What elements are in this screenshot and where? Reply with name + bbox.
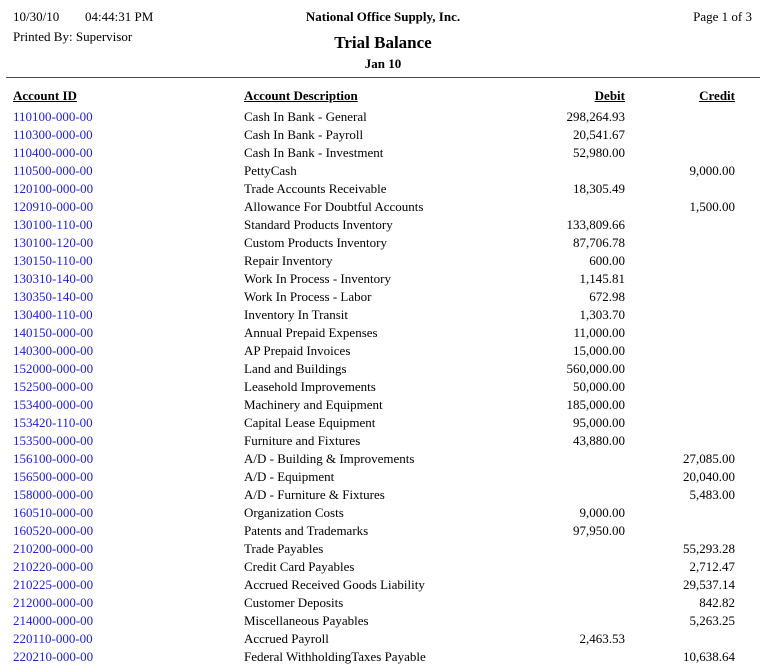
table-row bbox=[13, 486, 735, 504]
table-row bbox=[13, 288, 735, 306]
account-id-cell bbox=[13, 486, 244, 504]
credit-amount-cell bbox=[625, 360, 735, 378]
account-id-cell bbox=[13, 504, 244, 522]
table-row bbox=[13, 198, 735, 216]
debit-amount-cell: 133,809.66 bbox=[566, 217, 625, 232]
account-description-cell: Patents and Trademarks bbox=[244, 523, 369, 538]
table-row bbox=[13, 432, 735, 450]
credit-amount-cell bbox=[625, 522, 735, 540]
report-title: Trial Balance bbox=[334, 33, 432, 52]
debit-amount-cell: 52,980.00 bbox=[573, 145, 625, 160]
account-id-cell bbox=[13, 612, 244, 630]
credit-amount-cell bbox=[625, 324, 735, 342]
credit-amount-cell: 5,483.00 bbox=[689, 487, 735, 502]
credit-amount-cell bbox=[625, 234, 735, 252]
account-id-link[interactable]: 130310-140-00 bbox=[13, 271, 94, 286]
debit-amount-cell bbox=[444, 648, 625, 666]
account-id-link[interactable]: 153500-000-00 bbox=[13, 433, 94, 448]
account-id-cell bbox=[13, 234, 244, 252]
account-description-cell: Furniture and Fixtures bbox=[244, 433, 361, 448]
account-id-link[interactable]: 210225-000-00 bbox=[13, 577, 94, 592]
debit-amount-cell: 97,950.00 bbox=[573, 523, 625, 538]
account-id-cell bbox=[13, 450, 244, 468]
credit-amount-cell: 2,712.47 bbox=[689, 559, 735, 574]
table-row bbox=[13, 522, 735, 540]
credit-amount-cell bbox=[625, 504, 735, 522]
printed-by-label: Printed By: Supervisor bbox=[13, 29, 133, 44]
account-id-link[interactable]: 110100-000-00 bbox=[13, 109, 93, 124]
debit-amount-cell: 95,000.00 bbox=[573, 415, 625, 430]
table-row bbox=[13, 468, 735, 486]
report-time: 04:44:31 PM bbox=[85, 9, 154, 24]
debit-amount-cell: 298,264.93 bbox=[566, 109, 625, 124]
account-id-link[interactable]: 110500-000-00 bbox=[13, 163, 93, 178]
debit-amount-cell: 20,541.67 bbox=[573, 127, 625, 142]
credit-amount-cell: 20,040.00 bbox=[683, 469, 735, 484]
account-description-cell: Allowance For Doubtful Accounts bbox=[244, 199, 424, 214]
credit-amount-cell bbox=[625, 396, 735, 414]
account-id-cell bbox=[13, 252, 244, 270]
account-id-cell bbox=[13, 540, 244, 558]
account-id-cell bbox=[13, 396, 244, 414]
column-header-account-id: Account ID bbox=[13, 88, 77, 103]
table-row bbox=[13, 180, 735, 198]
debit-amount-cell: 1,303.70 bbox=[579, 307, 625, 322]
account-description-cell: Trade Accounts Receivable bbox=[244, 181, 387, 196]
account-id-link[interactable]: 153400-000-00 bbox=[13, 397, 94, 412]
table-row bbox=[13, 252, 735, 270]
account-id-cell bbox=[13, 432, 244, 450]
table-row bbox=[13, 162, 735, 180]
account-description-cell: Trade Payables bbox=[244, 541, 324, 556]
account-id-link[interactable]: 160520-000-00 bbox=[13, 523, 94, 538]
table-row bbox=[13, 396, 735, 414]
credit-amount-cell bbox=[625, 180, 735, 198]
column-header-debit: Debit bbox=[594, 88, 625, 103]
column-header-credit: Credit bbox=[699, 88, 735, 103]
table-row bbox=[13, 540, 735, 558]
account-id-link[interactable]: 110300-000-00 bbox=[13, 127, 93, 142]
account-id-cell bbox=[13, 558, 244, 576]
account-id-cell bbox=[13, 126, 244, 144]
debit-amount-cell: 11,000.00 bbox=[573, 325, 625, 340]
debit-amount-cell: 672.98 bbox=[589, 289, 625, 304]
table-row bbox=[13, 126, 735, 144]
account-id-link[interactable]: 140300-000-00 bbox=[13, 343, 94, 358]
account-id-link[interactable]: 130150-110-00 bbox=[13, 253, 93, 268]
account-id-link[interactable]: 120910-000-00 bbox=[13, 199, 94, 214]
credit-amount-cell bbox=[625, 216, 735, 234]
credit-amount-cell bbox=[625, 252, 735, 270]
table-row bbox=[13, 504, 735, 522]
account-id-link[interactable]: 130350-140-00 bbox=[13, 289, 94, 304]
debit-amount-cell: 18,305.49 bbox=[573, 181, 625, 196]
account-description-cell: AP Prepaid Invoices bbox=[244, 343, 351, 358]
debit-amount-cell bbox=[444, 162, 625, 180]
credit-amount-cell: 55,293.28 bbox=[683, 541, 735, 556]
account-id-link[interactable]: 156100-000-00 bbox=[13, 451, 94, 466]
table-row bbox=[13, 594, 735, 612]
account-description-cell: Accrued Received Goods Liability bbox=[244, 577, 425, 592]
debit-amount-cell bbox=[444, 540, 625, 558]
debit-amount-cell bbox=[444, 450, 625, 468]
table-row bbox=[13, 108, 735, 126]
report-period: Jan 10 bbox=[364, 56, 402, 71]
account-description-cell: Credit Card Payables bbox=[244, 559, 355, 574]
account-description-cell: Cash In Bank - General bbox=[244, 109, 367, 124]
account-description-cell: Miscellaneous Payables bbox=[244, 613, 369, 628]
account-id-cell bbox=[13, 414, 244, 432]
debit-amount-cell: 600.00 bbox=[589, 253, 625, 268]
credit-amount-cell bbox=[625, 306, 735, 324]
account-description-cell: Work In Process - Labor bbox=[244, 289, 372, 304]
account-id-link[interactable]: 140150-000-00 bbox=[13, 325, 94, 340]
account-description-cell: Inventory In Transit bbox=[244, 307, 348, 322]
credit-amount-cell: 5,263.25 bbox=[689, 613, 735, 628]
company-name: National Office Supply, Inc. bbox=[305, 9, 461, 24]
account-id-link[interactable]: 220210-000-00 bbox=[13, 649, 94, 664]
debit-amount-cell: 9,000.00 bbox=[579, 505, 625, 520]
account-id-cell bbox=[13, 324, 244, 342]
account-description-cell: A/D - Equipment bbox=[244, 469, 335, 484]
table-row bbox=[13, 414, 735, 432]
debit-amount-cell: 87,706.78 bbox=[573, 235, 625, 250]
table-row bbox=[13, 234, 735, 252]
account-id-link[interactable]: 160510-000-00 bbox=[13, 505, 94, 520]
account-id-link[interactable]: 130100-120-00 bbox=[13, 235, 94, 250]
account-id-cell bbox=[13, 342, 244, 360]
column-header-account-description: Account Description bbox=[244, 88, 358, 103]
account-id-cell bbox=[13, 522, 244, 540]
account-id-cell bbox=[13, 378, 244, 396]
debit-amount-cell bbox=[444, 486, 625, 504]
credit-amount-cell: 10,638.64 bbox=[683, 649, 735, 664]
account-id-link[interactable]: 210220-000-00 bbox=[13, 559, 94, 574]
debit-amount-cell bbox=[444, 558, 625, 576]
debit-amount-cell: 43,880.00 bbox=[573, 433, 625, 448]
account-id-link[interactable]: 210200-000-00 bbox=[13, 541, 94, 556]
account-id-cell bbox=[13, 180, 244, 198]
account-id-link[interactable]: 130400-110-00 bbox=[13, 307, 93, 322]
credit-amount-cell bbox=[625, 432, 735, 450]
debit-amount-cell: 50,000.00 bbox=[573, 379, 625, 394]
credit-amount-cell bbox=[625, 270, 735, 288]
debit-amount-cell bbox=[444, 468, 625, 486]
account-id-cell bbox=[13, 270, 244, 288]
account-id-link[interactable]: 130100-110-00 bbox=[13, 217, 93, 232]
account-description-cell: A/D - Furniture & Fixtures bbox=[244, 487, 385, 502]
account-id-cell bbox=[13, 306, 244, 324]
report-date: 10/30/10 bbox=[13, 9, 60, 24]
account-id-link[interactable]: 156500-000-00 bbox=[13, 469, 94, 484]
account-id-link[interactable]: 152000-000-00 bbox=[13, 361, 94, 376]
account-id-cell bbox=[13, 198, 244, 216]
account-description-cell: Accrued Payroll bbox=[244, 631, 329, 646]
trial-balance-table bbox=[13, 88, 735, 666]
table-row bbox=[13, 360, 735, 378]
account-id-link[interactable]: 153420-110-00 bbox=[13, 415, 93, 430]
credit-amount-cell bbox=[625, 144, 735, 162]
account-id-cell bbox=[13, 144, 244, 162]
debit-amount-cell bbox=[444, 198, 625, 216]
account-id-link[interactable]: 120100-000-00 bbox=[13, 181, 94, 196]
account-id-link[interactable]: 110400-000-00 bbox=[13, 145, 93, 160]
credit-amount-cell: 27,085.00 bbox=[683, 451, 735, 466]
debit-amount-cell: 185,000.00 bbox=[566, 397, 625, 412]
table-header-row bbox=[13, 88, 735, 108]
account-id-cell bbox=[13, 594, 244, 612]
credit-amount-cell bbox=[625, 288, 735, 306]
account-description-cell: Custom Products Inventory bbox=[244, 235, 387, 250]
account-id-cell bbox=[13, 288, 244, 306]
account-description-cell: Cash In Bank - Payroll bbox=[244, 127, 364, 142]
credit-amount-cell: 9,000.00 bbox=[689, 163, 735, 178]
credit-amount-cell: 1,500.00 bbox=[689, 199, 735, 214]
credit-amount-cell bbox=[625, 342, 735, 360]
table-row bbox=[13, 378, 735, 396]
account-id-cell bbox=[13, 162, 244, 180]
credit-amount-cell bbox=[625, 630, 735, 648]
account-id-cell bbox=[13, 648, 244, 666]
account-description-cell: Repair Inventory bbox=[244, 253, 333, 268]
account-id-cell bbox=[13, 216, 244, 234]
table-row bbox=[13, 144, 735, 162]
account-description-cell: Federal WithholdingTaxes Payable bbox=[244, 649, 426, 664]
account-id-link[interactable]: 152500-000-00 bbox=[13, 379, 94, 394]
account-id-link[interactable]: 214000-000-00 bbox=[13, 613, 94, 628]
table-row bbox=[13, 576, 735, 594]
account-description-cell: Land and Buildings bbox=[244, 361, 347, 376]
debit-amount-cell bbox=[444, 576, 625, 594]
table-row bbox=[13, 216, 735, 234]
account-id-cell bbox=[13, 468, 244, 486]
credit-amount-cell: 842.82 bbox=[699, 595, 735, 610]
account-description-cell: Capital Lease Equipment bbox=[244, 415, 376, 430]
account-id-cell bbox=[13, 108, 244, 126]
table-row bbox=[13, 612, 735, 630]
credit-amount-cell bbox=[625, 108, 735, 126]
account-description-cell: Annual Prepaid Expenses bbox=[244, 325, 378, 340]
account-description-cell: Standard Products Inventory bbox=[244, 217, 393, 232]
account-id-cell bbox=[13, 576, 244, 594]
debit-amount-cell: 15,000.00 bbox=[573, 343, 625, 358]
table-row bbox=[13, 558, 735, 576]
account-description-cell: Work In Process - Inventory bbox=[244, 271, 391, 286]
page-number: Page 1 of 3 bbox=[693, 9, 752, 24]
table-row bbox=[13, 450, 735, 468]
table-row bbox=[13, 342, 735, 360]
credit-amount-cell bbox=[625, 414, 735, 432]
debit-amount-cell: 560,000.00 bbox=[566, 361, 625, 376]
account-id-link[interactable]: 220110-000-00 bbox=[13, 631, 93, 646]
account-description-cell: Organization Costs bbox=[244, 505, 344, 520]
debit-amount-cell: 1,145.81 bbox=[579, 271, 625, 286]
account-description-cell: Cash In Bank - Investment bbox=[244, 145, 384, 160]
table-row bbox=[13, 306, 735, 324]
debit-amount-cell: 2,463.53 bbox=[579, 631, 625, 646]
table-row bbox=[13, 270, 735, 288]
table-row bbox=[13, 630, 735, 648]
header-divider bbox=[6, 77, 760, 78]
debit-amount-cell bbox=[444, 612, 625, 630]
account-description-cell: Machinery and Equipment bbox=[244, 397, 383, 412]
account-description-cell: A/D - Building & Improvements bbox=[244, 451, 415, 466]
debit-amount-cell bbox=[444, 594, 625, 612]
account-description-cell: Leasehold Improvements bbox=[244, 379, 376, 394]
account-id-cell bbox=[13, 630, 244, 648]
credit-amount-cell bbox=[625, 378, 735, 396]
account-id-link[interactable]: 158000-000-00 bbox=[13, 487, 94, 502]
credit-amount-cell bbox=[625, 126, 735, 144]
table-row bbox=[13, 324, 735, 342]
credit-amount-cell: 29,537.14 bbox=[683, 577, 735, 592]
account-id-cell bbox=[13, 360, 244, 378]
table-row bbox=[13, 648, 735, 666]
account-description-cell: PettyCash bbox=[244, 163, 297, 178]
account-description-cell: Customer Deposits bbox=[244, 595, 344, 610]
account-id-link[interactable]: 212000-000-00 bbox=[13, 595, 94, 610]
